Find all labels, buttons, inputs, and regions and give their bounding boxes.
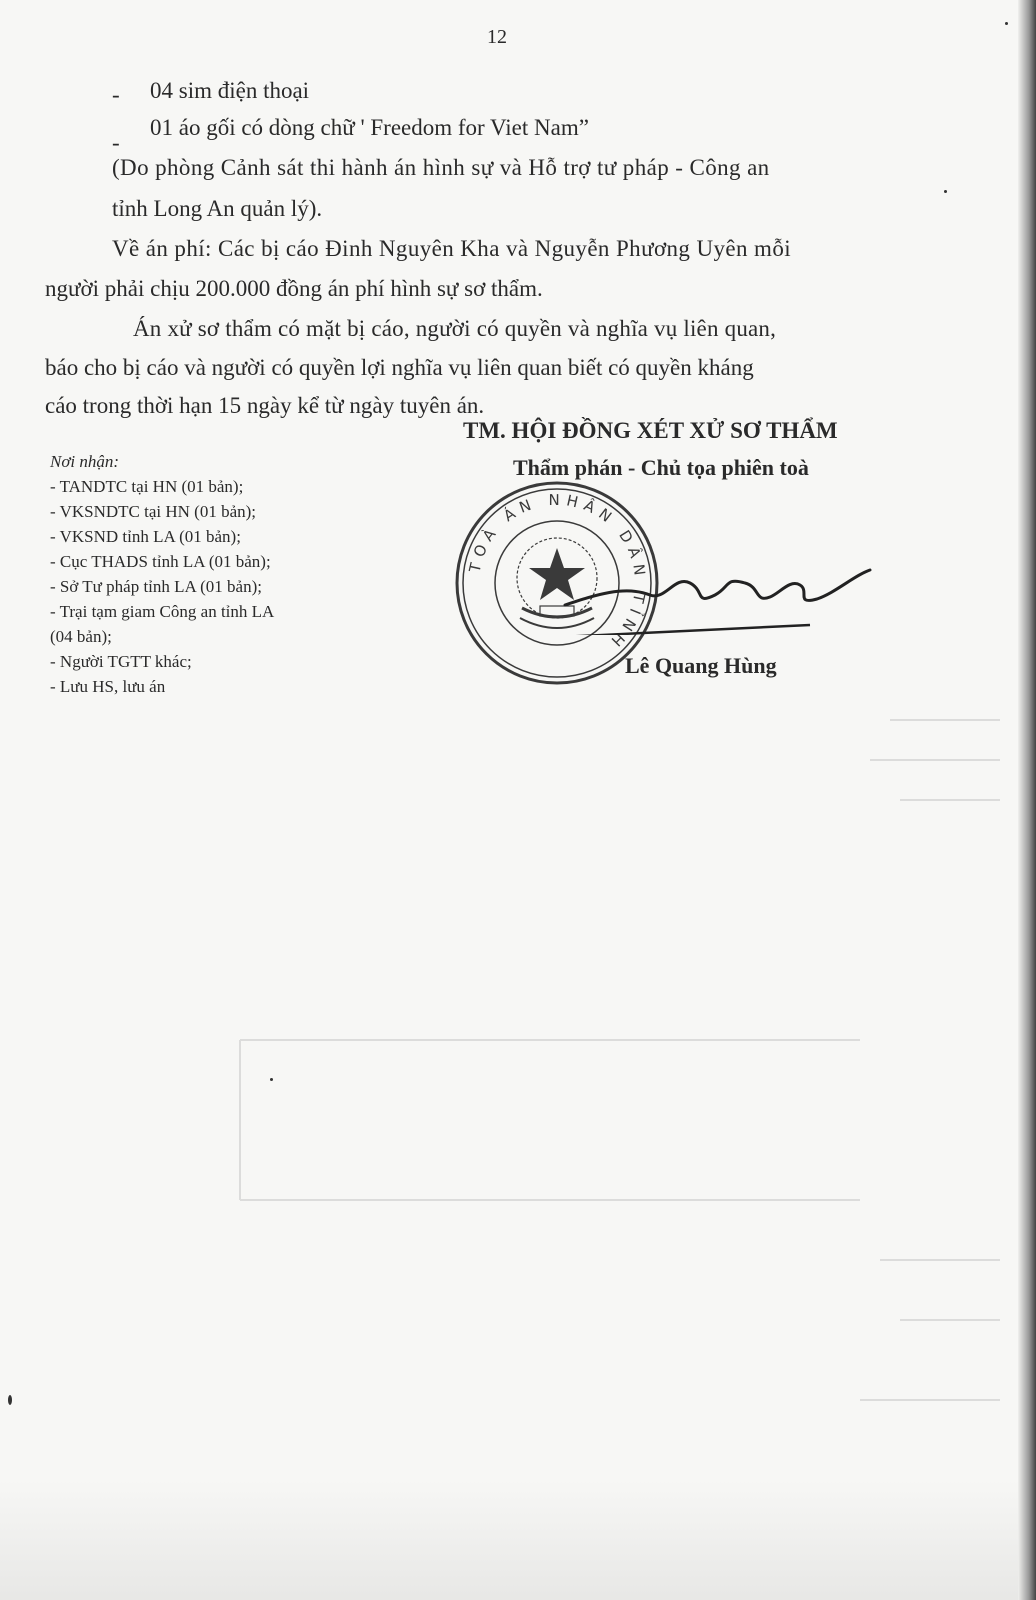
signature-block-title: TM. HỘI ĐỒNG XÉT XỬ SƠ THẨM	[463, 418, 838, 443]
scan-shadow-bottom	[0, 1480, 1036, 1600]
signature-block-name: Lê Quang Hùng	[625, 653, 777, 678]
scan-speck	[270, 1078, 273, 1081]
recipients-title: Nơi nhận:	[50, 452, 120, 471]
fee-line-2: người phải chịu 200.000 đồng án phí hình sự sơ thẩm.	[45, 276, 543, 301]
custody-line-1: (Do phòng Cảnh sát thi hành án hình sự và Hỗ trợ tư pháp - Công an	[112, 155, 770, 180]
recipient-item: - Người TGTT khác;	[50, 652, 192, 671]
appeal-line-2: báo cho bị cáo và người có quyền lợi nghĩa vụ liên quan biết có quyền kháng	[45, 355, 754, 380]
bullet-dash: -	[112, 130, 120, 155]
page-number: 12	[487, 26, 507, 48]
signature-block-subtitle: Thẩm phán - Chủ tọa phiên toà	[513, 455, 809, 480]
custody-line-2: tỉnh Long An quản lý).	[112, 196, 323, 221]
bullet-item-pillowcase: 01 áo gối có dòng chữ ' Freedom for Viet Nam”	[150, 115, 589, 140]
recipient-item: - Trại tạm giam Công an tỉnh LA	[50, 602, 275, 621]
reverse-bleed-through	[40, 700, 1000, 1500]
appeal-line-1: Án xử sơ thẩm có mặt bị cáo, người có quyền và nghĩa vụ liên quan,	[133, 316, 777, 341]
recipient-item: - VKSND tỉnh LA (01 bản);	[50, 527, 241, 546]
appeal-line-3: cáo trong thời hạn 15 ngày kể từ ngày tuyên án.	[45, 393, 485, 418]
recipient-item: - Cục THADS tỉnh LA (01 bản);	[50, 552, 271, 571]
fee-line-1: Về án phí: Các bị cáo Đinh Nguyên Kha và Nguyễn Phương Uyên mỗi	[112, 236, 792, 261]
recipient-item: - Sở Tư pháp tỉnh LA (01 bản);	[50, 577, 262, 596]
svg-text:TOÀ ÁN NHÂN DÂN TỈNH: TOÀ ÁN NHÂN DÂN TỈNH	[465, 490, 650, 655]
bullet-item-sim: 04 sim điện thoại	[150, 78, 310, 103]
bullet-dash: -	[112, 82, 120, 107]
recipient-item: - TANDTC tại HN (01 bản);	[50, 477, 244, 496]
recipient-item: - VKSNDTC tại HN (01 bản);	[50, 502, 257, 521]
judge-signature	[555, 565, 875, 635]
scan-speck	[8, 1395, 12, 1405]
scan-speck	[1005, 22, 1008, 25]
recipient-item: (04 bản);	[50, 627, 112, 646]
recipient-item: - Lưu HS, lưu án	[50, 677, 166, 696]
scan-speck	[944, 190, 947, 193]
scan-edge-right	[1018, 0, 1036, 1600]
